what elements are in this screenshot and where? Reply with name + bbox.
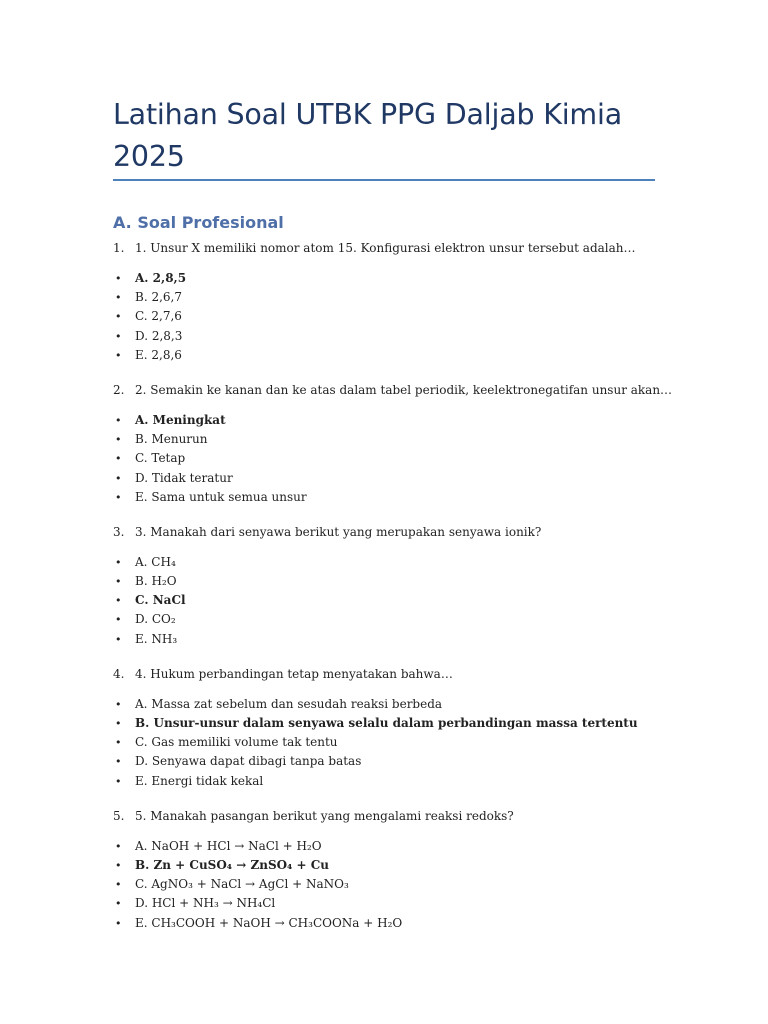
option-text: C. Tetap — [135, 451, 186, 466]
question-text: 2. Semakin ke kanan dan ke atas dalam tabel periodik, keelektronegatifan unsur akan… — [135, 382, 673, 397]
option-text: D. CO₂ — [135, 612, 176, 627]
bullet-icon: • — [115, 452, 122, 466]
bullet-icon: • — [115, 916, 122, 930]
option-text: E. NH₃ — [135, 631, 178, 646]
question-item — [113, 237, 673, 365]
option-text: E. Energi tidak kekal — [135, 773, 264, 788]
section-heading: A. Soal Profesional — [113, 213, 284, 232]
bullet-icon: • — [115, 632, 122, 646]
question-number: 4. — [113, 666, 125, 681]
option-text: D. Senyawa dapat dibagi tanpa batas — [135, 754, 362, 769]
option-item-correct — [113, 591, 673, 610]
question-number: 3. — [113, 524, 125, 539]
option-text: C. Gas memiliki volume tak tentu — [135, 735, 338, 750]
option-text: D. Tidak teratur — [135, 470, 233, 485]
option-item — [113, 837, 673, 856]
bullet-icon: • — [115, 555, 122, 569]
option-item — [113, 772, 673, 791]
option-item — [113, 469, 673, 488]
option-item — [113, 914, 673, 933]
option-item-correct — [113, 269, 673, 288]
question-item — [113, 379, 673, 507]
bullet-icon: • — [115, 736, 122, 750]
question-stem — [113, 379, 673, 401]
bullet-icon: • — [115, 329, 122, 343]
question-text: 4. Hukum perbandingan tetap menyatakan bahwa… — [135, 666, 453, 681]
question-text: 3. Manakah dari senyawa berikut yang merupakan senyawa ionik? — [135, 524, 542, 539]
option-text: E. CH₃COOH + NaOH → CH₃COONa + H₂O — [135, 915, 403, 930]
option-item — [113, 430, 673, 449]
bullet-icon: • — [115, 490, 122, 504]
option-item — [113, 610, 673, 629]
question-stem — [113, 663, 673, 685]
bullet-icon: • — [115, 348, 122, 362]
option-text: A. CH₄ — [135, 554, 176, 569]
option-text: A. NaOH + HCl → NaCl + H₂O — [135, 838, 322, 853]
option-item — [113, 875, 673, 894]
option-item — [113, 752, 673, 771]
option-list — [113, 837, 673, 933]
option-item-correct — [113, 856, 673, 875]
question-item — [113, 521, 673, 649]
question-stem — [113, 805, 673, 827]
bullet-icon: • — [115, 697, 122, 711]
option-list — [113, 411, 673, 507]
option-list — [113, 553, 673, 649]
option-item — [113, 553, 673, 572]
option-item — [113, 346, 673, 365]
question-list — [113, 237, 673, 947]
question-text: 1. Unsur X memiliki nomor atom 15. Konfigurasi elektron unsur tersebut adalah… — [135, 241, 636, 255]
question-stem — [113, 237, 673, 259]
option-item — [113, 307, 673, 326]
bullet-icon: • — [115, 755, 122, 769]
option-text: B. 2,6,7 — [135, 290, 182, 305]
option-item — [113, 572, 673, 591]
bullet-icon: • — [115, 310, 122, 324]
option-text: E. Sama untuk semua unsur — [135, 489, 307, 504]
option-text: D. HCl + NH₃ → NH₄Cl — [135, 896, 276, 911]
option-list — [113, 269, 673, 365]
option-item — [113, 695, 673, 714]
bullet-icon: • — [115, 774, 122, 788]
question-number: 1. — [113, 241, 125, 255]
document-title: Latihan Soal UTBK PPG Daljab Kimia 2025 — [113, 98, 622, 173]
option-text: C. AgNO₃ + NaCl → AgCl + NaNO₃ — [135, 877, 349, 892]
option-item — [113, 288, 673, 307]
option-text: B. H₂O — [135, 574, 177, 589]
bullet-icon: • — [115, 291, 122, 305]
bullet-icon: • — [115, 413, 122, 427]
option-item — [113, 449, 673, 468]
question-item — [113, 805, 673, 933]
bullet-icon: • — [115, 272, 122, 285]
option-item — [113, 630, 673, 649]
option-text: C. 2,7,6 — [135, 309, 182, 324]
question-number: 5. — [113, 808, 125, 823]
option-item — [113, 894, 673, 913]
bullet-icon: • — [115, 858, 122, 872]
bullet-icon: • — [115, 433, 122, 447]
bullet-icon: • — [115, 575, 122, 589]
bullet-icon: • — [115, 839, 122, 853]
bullet-icon: • — [115, 594, 122, 608]
bullet-icon: • — [115, 613, 122, 627]
question-stem — [113, 521, 673, 543]
option-text: A. 2,8,5 — [135, 271, 187, 285]
option-list — [113, 695, 673, 791]
option-item — [113, 733, 673, 752]
bullet-icon: • — [115, 717, 122, 730]
question-number: 2. — [113, 382, 125, 397]
option-item-correct — [113, 714, 673, 733]
option-text: A. Massa zat sebelum dan sesudah reaksi berbeda — [135, 696, 443, 711]
option-text: B. Zn + CuSO₄ → ZnSO₄ + Cu — [135, 857, 329, 872]
bullet-icon: • — [115, 897, 122, 911]
question-item — [113, 663, 673, 791]
option-text: D. 2,8,3 — [135, 328, 183, 343]
bullet-icon: • — [115, 471, 122, 485]
option-text: E. 2,8,6 — [135, 347, 182, 362]
option-text: A. Meningkat — [135, 412, 226, 427]
option-item — [113, 327, 673, 346]
bullet-icon: • — [115, 878, 122, 892]
option-item — [113, 488, 673, 507]
option-text: B. Unsur-unsur dalam senyawa selalu dalam perbandingan massa tertentu — [135, 716, 638, 730]
option-text: C. NaCl — [135, 593, 186, 608]
option-item-correct — [113, 411, 673, 430]
question-text: 5. Manakah pasangan berikut yang mengalami reaksi redoks? — [135, 808, 514, 823]
option-text: B. Menurun — [135, 432, 208, 447]
title-underline — [113, 179, 655, 181]
